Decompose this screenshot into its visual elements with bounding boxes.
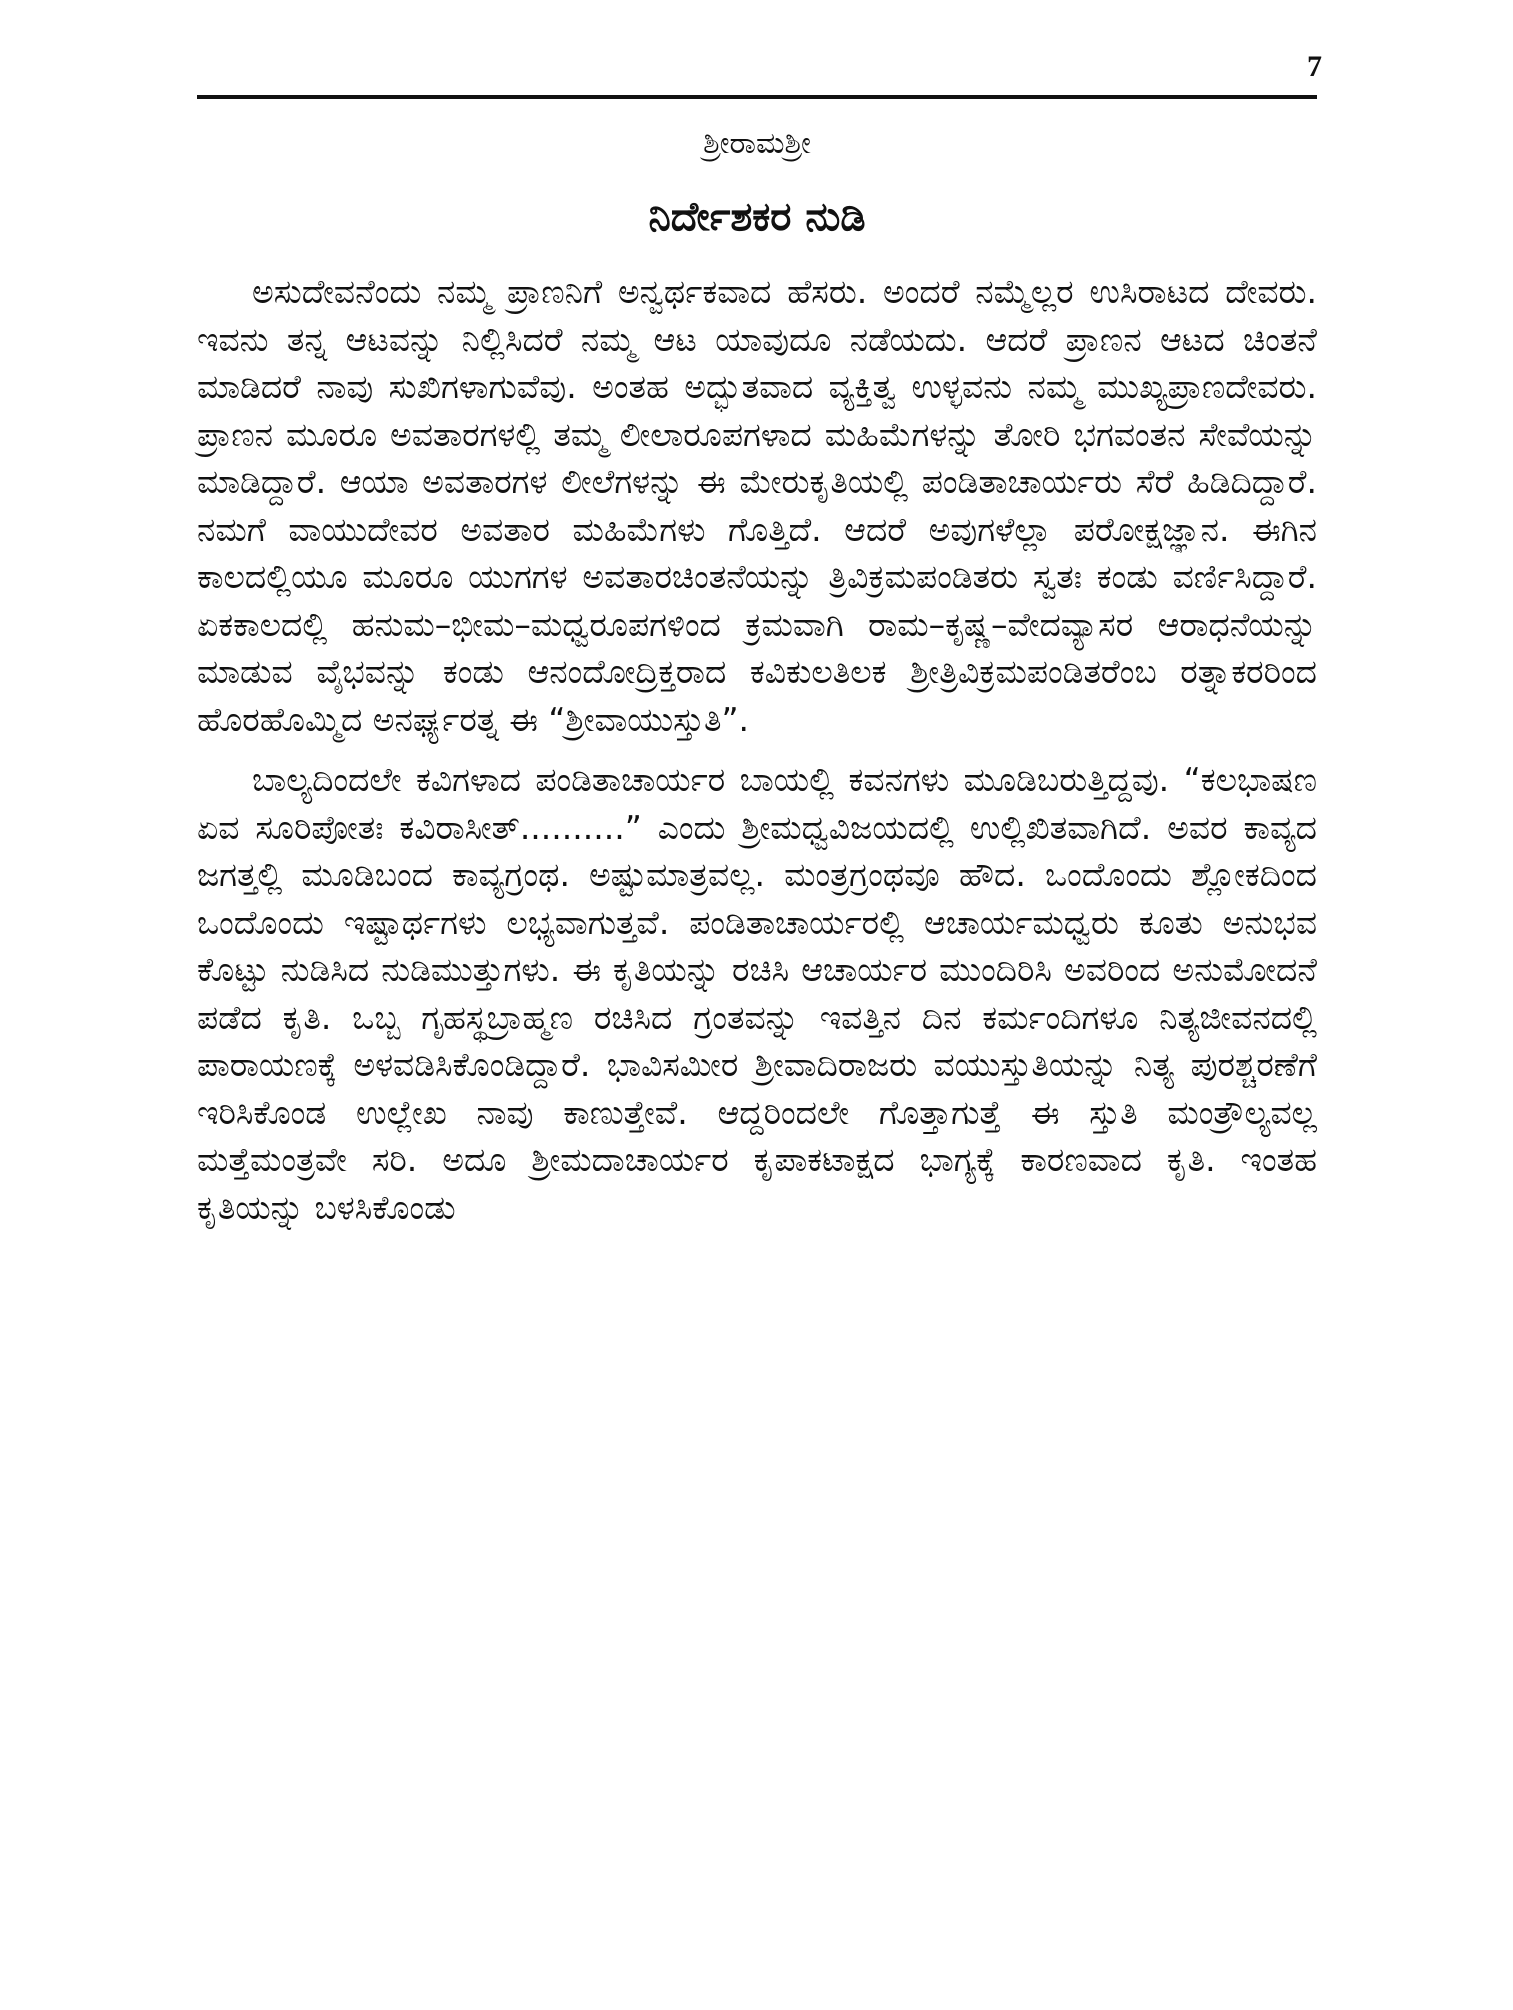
page-number: 7 [1307, 50, 1322, 83]
paragraph-1: ಅಸುದೇವನೆಂದು ನಮ್ಮ ಪ್ರಾಣನಿಗೆ ಅನ್ವರ್ಥಕವಾದ ಹೆಸರು. ಅಂದರೆ ನಮ್ಮೆಲ್ಲರ ಉಸಿರಾಟದ ದೇವರು. ಇವನು ತನ್ನ ಆಟವನ್ನು ನಿಲ್ಲಿಸಿದರೆ ನಮ್ಮ ಆಟ ಯಾವುದೂ ನಡೆಯದು. ಆದರೆ ಪ್ರಾಣನ ಆಟದ ಚಿಂತನೆ ಮಾಡಿದರೆ ನಾವು ಸುಖಿಗಳಾಗುವೆವು. ಅಂತಹ ಅದ್ಭುತವಾದ ವ್ಯಕ್ತಿತ್ವ ಉಳ್ಳವನು ನಮ್ಮ ಮುಖ್ಯಪ್ರಾಣದೇವರು. ಪ್ರಾಣನ ಮೂರೂ ಅವತಾರಗಳಲ್ಲಿ ತಮ್ಮ ಲೀಲಾರೂಪಗಳಾದ ಮಹಿಮೆಗಳನ್ನು ತೋರಿ ಭಗವಂತನ ಸೇವೆಯನ್ನು ಮಾಡಿದ್ದಾರೆ. ಆಯಾ ಅವತಾರಗಳ ಲೀಲೆಗಳನ್ನು ಈ ಮೇರುಕೃತಿಯಲ್ಲಿ ಪಂಡಿತಾಚಾರ್ಯರು ಸೆರೆ ಹಿಡಿದಿದ್ದಾರೆ. ನಮಗೆ ವಾಯುದೇವರ ಅವತಾರ ಮಹಿಮೆಗಳು ಗೊತ್ತಿದೆ. ಆದರೆ ಅವುಗಳೆಲ್ಲಾ ಪರೋಕ್ಷಜ್ಞಾನ. ಈಗಿನ ಕಾಲದಲ್ಲಿಯೂ ಮೂರೂ ಯುಗಗಳ ಅವತಾರಚಿಂತನೆಯನ್ನು ತ್ರಿವಿಕ್ರಮಪಂಡಿತರು ಸ್ವತಃ ಕಂಡು ವರ್ಣಿಸಿದ್ದಾರೆ. ಏಕಕಾಲದಲ್ಲಿ ಹನುಮ–ಭೀಮ–ಮಧ್ವರೂಪಗಳಿಂದ ಕ್ರಮವಾಗಿ ರಾಮ–ಕೃಷ್ಣ–ವೇದವ್ಯಾಸರ ಆರಾಧನೆಯನ್ನು ಮಾಡುವ ವೈಭವನ್ನು ಕಂಡು ಆನಂದೋದ್ರಿಕ್ತರಾದ ಕವಿಕುಲತಿಲಕ ಶ್ರೀತ್ರಿವಿಕ್ರಮಪಂಡಿತರೆಂಬ ರತ್ನಾಕರರಿಂದ ಹೊರಹೊಮ್ಮಿದ ಅನರ್ಘ್ಯರತ್ನ ಈ “ಶ್ರೀವಾಯುಸ್ತುತಿ”. [197, 272, 1317, 739]
paragraph-2: ಬಾಲ್ಯದಿಂದಲೇ ಕವಿಗಳಾದ ಪಂಡಿತಾಚಾರ್ಯರ ಬಾಯಲ್ಲಿ ಕವನಗಳು ಮೂಡಿಬರುತ್ತಿದ್ದವು. “ಕಲಭಾಷಣ ಏವ ಸೂರಿಪೋತಃ ಕವಿರಾಸೀತ್..........” ಎಂದು ಶ್ರೀಮಧ್ವವಿಜಯದಲ್ಲಿ ಉಲ್ಲಿಖಿತವಾಗಿದೆ. ಅವರ ಕಾವ್ಯದ ಜಗತ್ತಲ್ಲಿ ಮೂಡಿಬಂದ ಕಾವ್ಯಗ್ರಂಥ. ಅಷ್ಟುಮಾತ್ರವಲ್ಲ. ಮಂತ್ರಗ್ರಂಥವೂ ಹೌದ. ಒಂದೊಂದು ಶ್ಲೋಕದಿಂದ ಒಂದೊಂದು ಇಷ್ಟಾರ್ಥಗಳು ಲಭ್ಯವಾಗುತ್ತವೆ. ಪಂಡಿತಾಚಾರ್ಯರಲ್ಲಿ ಆಚಾರ್ಯಮಧ್ವರು ಕೂತು ಅನುಭವ ಕೊಟ್ಟು ನುಡಿಸಿದ ನುಡಿಮುತ್ತುಗಳು. ಈ ಕೃತಿಯನ್ನು ರಚಿಸಿ ಆಚಾರ್ಯರ ಮುಂದಿರಿಸಿ ಅವರಿಂದ ಅನುಮೋದನೆ ಪಡೆದ ಕೃತಿ. ಒಬ್ಬ ಗೃಹಸ್ಥಬ್ರಾಹ್ಮಣ ರಚಿಸಿದ ಗ್ರಂತವನ್ನು ಇವತ್ತಿನ ದಿನ ಕರ್ಮಂದಿಗಳೂ ನಿತ್ಯಜೀವನದಲ್ಲಿ ಪಾರಾಯಣಕ್ಕೆ ಅಳವಡಿಸಿಕೊಂಡಿದ್ದಾರೆ. ಭಾವಿಸಮೀರ ಶ್ರೀವಾದಿರಾಜರು ವಯುಸ್ತುತಿಯನ್ನು ನಿತ್ಯ ಪುರಶ್ಚರಣೆಗೆ ಇರಿಸಿಕೊಂಡ ಉಲ್ಲೇಖ ನಾವು ಕಾಣುತ್ತೇವೆ. ಆದ್ದರಿಂದಲೇ ಗೊತ್ತಾಗುತ್ತೆ ಈ ಸ್ತುತಿ ಮಂತ್ರೌಲ್ಯವಲ್ಲ ಮತ್ತೆಮಂತ್ರವೇ ಸರಿ. ಅದೂ ಶ್ರೀಮದಾಚಾರ್ಯರ ಕೃಪಾಕಟಾಕ್ಷದ ಭಾಗ್ಯಕ್ಕೆ ಕಾರಣವಾದ ಕೃತಿ. ಇಂತಹ ಕೃತಿಯನ್ನು ಬಳಸಿಕೊಂಡು [197, 760, 1317, 1227]
header-rule [197, 95, 1317, 99]
page-title: ನಿರ್ದೇಶಕರ ನುಡಿ [648, 194, 866, 240]
body-text [197, 268, 1317, 1244]
invocation: ಶ್ರೀರಾಮಶ್ರೀ [703, 126, 811, 161]
